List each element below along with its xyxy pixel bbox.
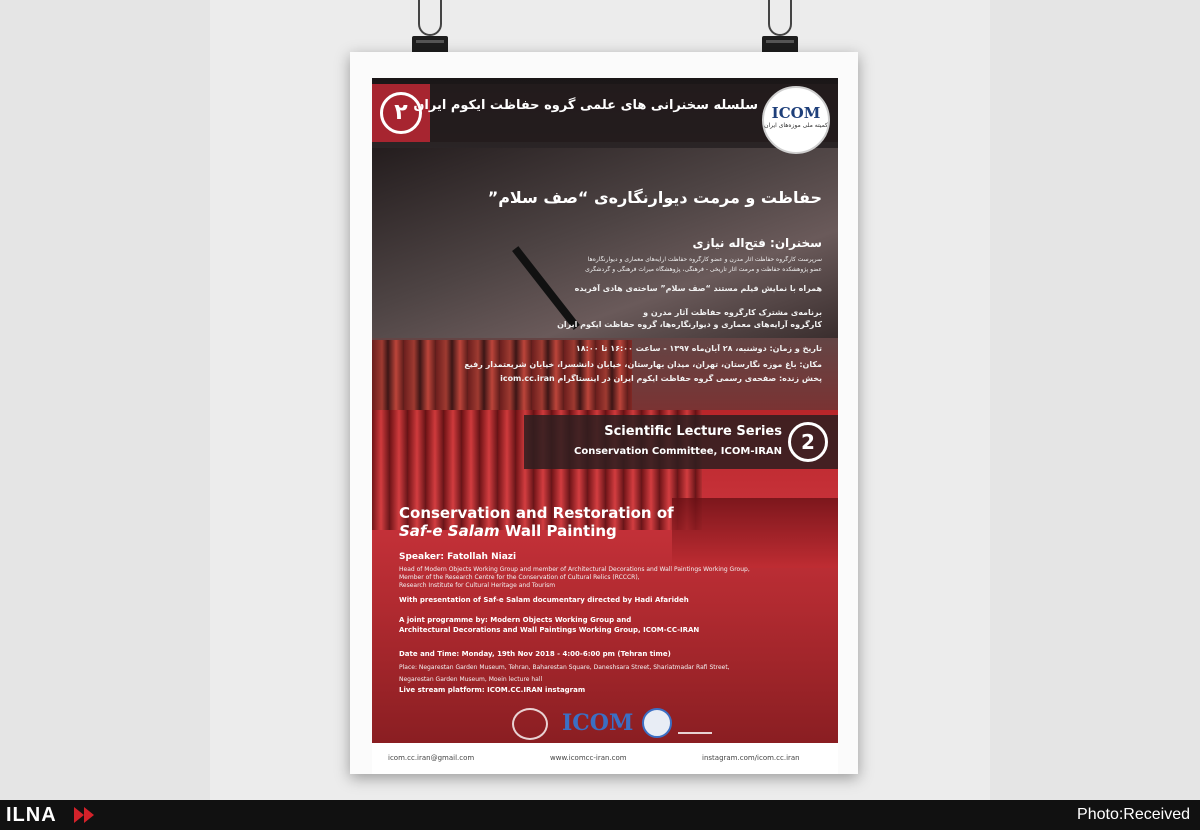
english-bio-line-1: Head of Modern Objects Working Group and member of Architectural Decorations and Wall Paintings Working Group, [399, 566, 750, 573]
persian-bio-line-1: سرپرست کارگروه حفاظت آثار مدرن و عضو کارگروه حفاظت آرایه‌های معماری و دیوارنگاره‌ها [587, 256, 822, 263]
english-series-subtitle: Conservation Committee, ICOM-IRAN [573, 446, 782, 457]
english-presentation: With presentation of Saf-e Salam documentary directed by Hadi Afarideh [399, 596, 689, 604]
english-datetime: Date and Time: Monday, 19th Nov 2018 - 4:00-6:00 pm (Tehran time) [399, 650, 671, 658]
ilna-arrows-icon [74, 807, 104, 823]
english-lecture-title [399, 504, 739, 540]
poster-image-panel [372, 78, 838, 743]
persian-bio-line-2: عضو پژوهشکده حفاظت و مرمت آثار تاریخی - فرهنگی، پژوهشگاه میراث فرهنگی و گردشگری [585, 266, 822, 273]
english-place-line-2: Negarestan Garden Museum, Moein lecture hall [399, 676, 543, 683]
english-speaker: Speaker: Fatollah Niazi [399, 552, 517, 562]
english-place: Place: Negarestan Garden Museum, Tehran, Baharestan Square, Daneshsara Street, Shariatmadar Rafi Street, [399, 664, 730, 671]
english-title-italic: Saf-e Salam [399, 522, 500, 540]
watermark-bar [0, 800, 1200, 830]
english-live-stream: Live stream platform: ICOM.CC.IRAN instagram [399, 686, 586, 694]
event-poster [350, 52, 858, 774]
footer-email: icom.cc.iran@gmail.com [388, 754, 475, 762]
english-joint-line-1: A joint programme by: Modern Objects Working Group and [399, 616, 632, 624]
english-bio-line-3: Research Institute for Cultural Heritage and Tourism [399, 582, 556, 589]
persian-lecture-title: حفاظت و مرمت دیوارنگاره‌ی “صف سلام” [487, 188, 822, 207]
english-title-line-1: Conservation and Restoration of [399, 504, 674, 522]
english-bio-line-2: Member of the Research Centre for the Conservation of Cultural Relics (RCCCR), [399, 574, 640, 581]
persian-series-number: ۲ [380, 92, 422, 134]
persian-place: مکان: باغ موزه نگارستان، تهران، میدان بهارستان، خیابان دانشسرا، خیابان شریعتمدار رفیع [464, 360, 822, 369]
persian-film-note: همراه با نمایش فیلم مستند “صف سلام” ساخته‌ی هادی آفریده [574, 284, 822, 293]
calligraphy-logo-icon [512, 708, 548, 740]
english-series-number: 2 [788, 422, 828, 462]
icom-logo: ICOM [562, 710, 634, 736]
persian-live-stream: پخش زنده: صفحه‌ی رسمی گروه حفاظت ایکوم ایران در اینستاگرام icom.cc.iran [500, 374, 822, 383]
persian-joint-line-1: برنامه‌ی مشترک کارگروه حفاظت آثار مدرن و [643, 308, 822, 317]
ilna-brand: ILNA [6, 804, 57, 826]
partner-logos [512, 708, 712, 742]
english-title-rest: Wall Painting [499, 522, 617, 540]
wall-left-shade [0, 0, 210, 800]
persian-datetime: تاریخ و زمان: دوشنبه، ۲۸ آبان‌ماه ۱۳۹۷ - ساعت ۱۶:۰۰ تا ۱۸:۰۰ [575, 344, 822, 353]
english-joint-line-2: Architectural Decorations and Wall Paintings Working Group, ICOM-CC-IRAN [399, 626, 700, 634]
footer-website: www.icomcc-iran.com [550, 754, 627, 762]
icom-badge-name: ICOM [771, 104, 821, 122]
photo-credit: Photo:Received [1077, 806, 1190, 823]
wall-right-shade [990, 0, 1200, 800]
english-series-title: Scientific Lecture Series [604, 424, 782, 439]
icom-badge-logo [762, 86, 830, 154]
institute-logo-icon [678, 714, 712, 734]
persian-speaker: سخنران: فتح‌اله نیازی [692, 236, 822, 250]
persian-series-title: سلسله سخنرانی های علمی گروه حفاظت ایکوم ایران [413, 98, 758, 113]
university-seal-icon [642, 708, 672, 738]
icom-badge-subtitle: کمیته ملی موزه‌های ایران [764, 122, 828, 129]
persian-joint-line-2: کارگروه آرایه‌های معماری و دیوارنگاره‌ها، گروه حفاظت ایکوم ایران [557, 320, 822, 329]
footer-instagram: instagram.com/icom.cc.iran [702, 754, 800, 762]
